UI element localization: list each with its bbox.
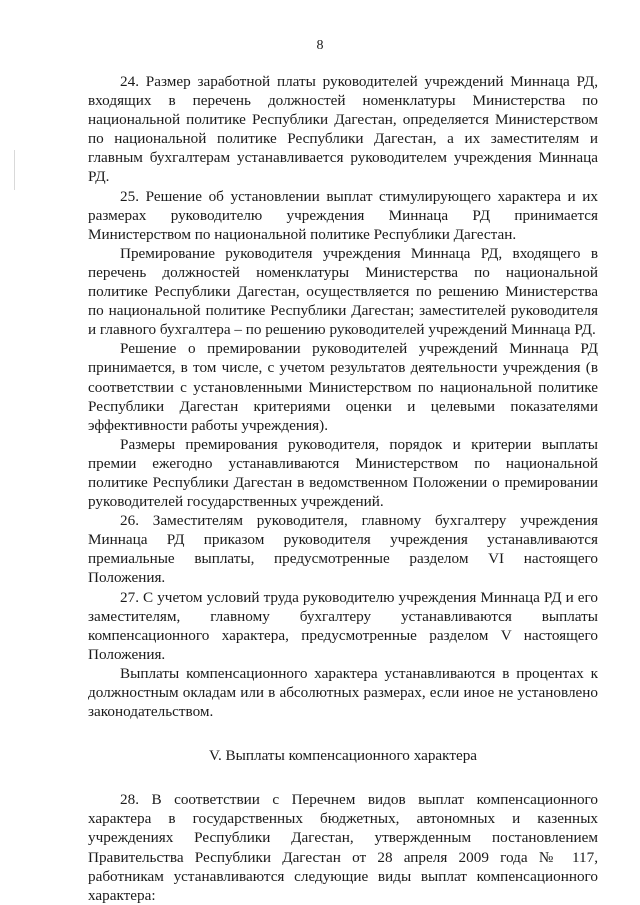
paragraph-28: 28. В соответствии с Перечнем видов выплат компенсационного характера в государственных бюджетных, автономных и казенных учреждениях Республики Дагестан, утвержденным постановлением Правительства Республики Дагестан от 28 апреля 2009 года № 117, работникам устанавливаются следующие виды выплат компенсационного характера: <box>88 791 598 904</box>
document-body <box>88 72 598 905</box>
paragraph-26: 26. Заместителям руководителя, главному бухгалтеру учреждения Миннаца РД приказом руководителя учреждения устанавливаются премиальные выплаты, предусмотренные разделом VI настоящего Положения. <box>88 512 598 587</box>
paragraph-27: 27. С учетом условий труда руководителю учреждения Миннаца РД и его заместителям, главному бухгалтеру устанавливаются выплаты компенсационного характера, предусмотренные разделом V настоящего Положения. <box>88 588 598 663</box>
paragraph-25-bonus-amounts: Размеры премирования руководителя, порядок и критерии выплаты премии ежегодно устанавливаются Министерством по национальной политике Республики Дагестан в ведомственном Положении о премировании руководителей государственных учреждений. <box>88 435 598 511</box>
paragraph-24: 24. Размер заработной платы руководителей учреждений Миннаца РД, входящих в перечень должностей номенклатуры Министерства по национальной политике Республики Дагестан, определяется Министерством по национальной политике Республики Дагестан, а их заместителям и главным бухгалтерам устанавливается руководителем учреждения Миннаца РД. <box>88 73 598 186</box>
paragraph-27-compensation: Выплаты компенсационного характера устанавливаются в процентах к должностным окладам или в абсолютных размерах, если иное не установлено законодательством. <box>88 664 598 721</box>
paragraph-25-bonus-procedure: Премирование руководителя учреждения Миннаца РД, входящего в перечень должностей номенклатуры Министерства по национальной политике Республики Дагестан, осуществляется по решению Министерства по национальной политике Республики Дагестан; заместителей руководителя и главного бухгалтера – по решению руководителей учреждений Миннаца РД. <box>88 244 598 339</box>
paragraph-25: 25. Решение об установлении выплат стимулирующего характера и их размерах руководителю учреждения Миннаца РД принимается Министерством по национальной политике Республики Дагестан. <box>88 187 598 243</box>
scan-edge-mark <box>14 150 15 190</box>
section-heading: V. Выплаты компенсационного характера <box>208 747 478 765</box>
paragraph-25-bonus-decision: Решение о премировании руководителей учреждений Миннаца РД принимается, в том числе, с учетом результатов деятельности учреждения (в соответствии с установленными Министерством по национальной политике Республики Дагестан критериями оценки и целевыми показателями эффективности работы учреждения). <box>88 340 598 434</box>
page-number: 8 <box>316 38 324 53</box>
